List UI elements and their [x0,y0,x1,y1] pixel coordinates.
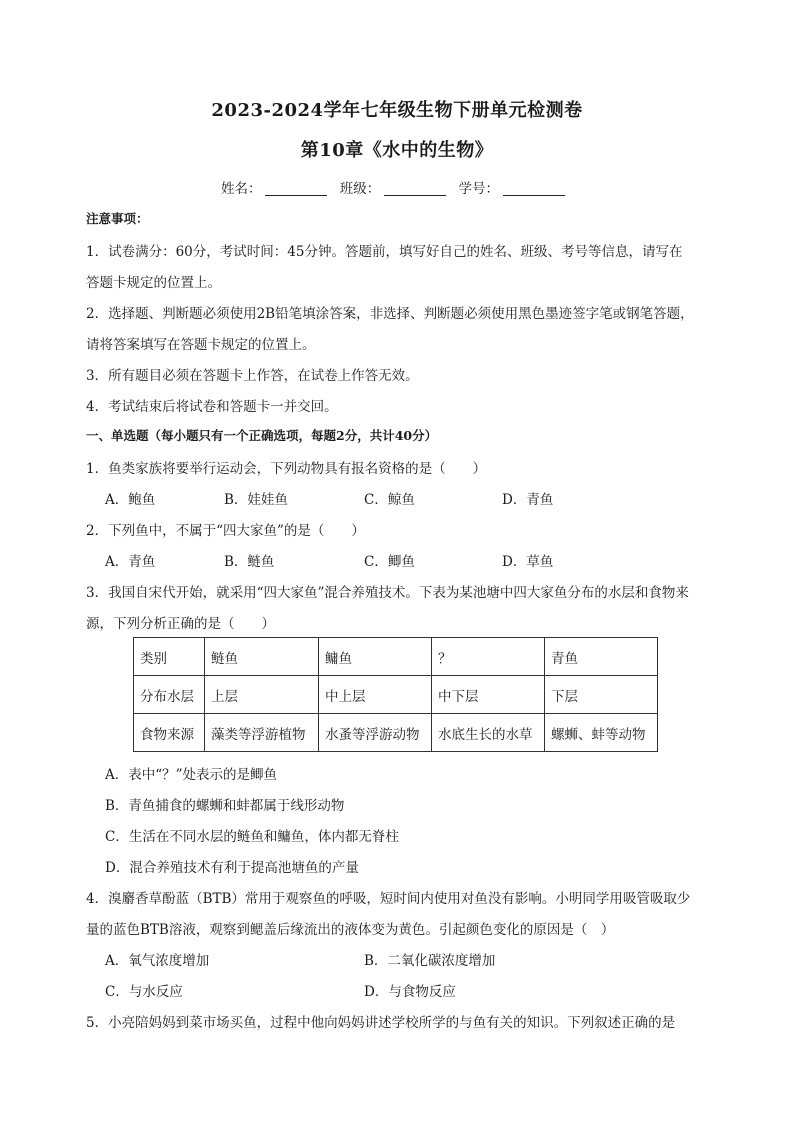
q2-stem: 2．下列鱼中，不属于“四大家鱼”的是（ ） [86,523,365,539]
q4-option-c[interactable]: C．与水反应 [105,984,183,1000]
q4-stem-line-2: 量的蓝色BTB溶液，观察到鳃盖后缘流出的液体变为黄色。引起颜色变化的原因是（ ） [86,922,615,938]
table-cell: 分布水层 [134,676,205,714]
q1-option-b[interactable]: B．娃娃鱼 [224,492,288,508]
table-cell: 水底生长的水草 [432,714,545,752]
note-2-line-1: 2．选择题、判断题必须使用2B铅笔填涂答案，非选择、判断题必须使用黑色墨迹签字笔或钢笔答题， [86,306,694,322]
name-label: 姓名： [220,181,262,197]
table-row [134,676,658,714]
q1-option-d[interactable]: D．青鱼 [502,492,554,508]
note-4: 4．考试结束后将试卷和答题卡一并交回。 [86,399,338,415]
q3-stem-line-2: 源，下列分析正确的是（ ） [86,616,275,632]
note-1-line-1: 1．试卷满分：60分，考试时间：45分钟。答题前，填写好自己的姓名、班级、考号等信息，请写在 [86,244,683,260]
fish-distribution-table [133,637,658,752]
table-cell: 螺蛳、蚌等动物 [545,714,658,752]
q2-option-a[interactable]: A．青鱼 [105,554,156,570]
q2-option-c[interactable]: C．鲫鱼 [364,554,415,570]
table-row [134,714,658,752]
table-cell: 鳙鱼 [319,638,432,676]
table-cell: ？ [432,638,545,676]
q3-option-b[interactable]: B．青鱼捕食的螺蛳和蚌都属于线形动物 [105,798,345,814]
q1-option-c[interactable]: C．鲸鱼 [364,492,415,508]
table-cell: 中下层 [432,676,545,714]
chapter-title: 第10章《水中的生物》 [300,140,494,161]
q3-stem-line-1: 3．我国自宋代开始，就采用“四大家鱼”混合养殖技术。下表为某池塘中四大家鱼分布的水层和食物来 [86,585,689,601]
notes-heading: 注意事项： [86,211,149,226]
name-blank[interactable] [265,181,327,196]
q2-option-b[interactable]: B．鲢鱼 [224,554,275,570]
student-info-row [0,177,794,197]
q3-option-a[interactable]: A．表中“？”处表示的是鲫鱼 [105,767,278,783]
note-1-line-2: 答题卡规定的位置上。 [86,275,221,291]
q4-stem-line-1: 4．溴麝香草酚蓝（BTB）常用于观察鱼的呼吸，短时间内使用对鱼没有影响。小明同学用吸管吸取少 [86,891,691,907]
exam-title: 2023-2024学年七年级生物下册单元检测卷 [211,100,583,121]
id-blank[interactable] [503,181,565,196]
note-3: 3．所有题目必须在答题卡上作答，在试卷上作答无效。 [86,368,419,384]
id-label: 学号： [458,181,500,197]
table-cell: 食物来源 [134,714,205,752]
table-cell: 水蚤等浮游动物 [319,714,432,752]
q3-option-d[interactable]: D．混合养殖技术有利于提高池塘鱼的产量 [105,860,359,876]
table-row [134,638,658,676]
table-cell: 上层 [205,676,319,714]
q1-stem: 1．鱼类家族将要举行运动会，下列动物具有报名资格的是（ ） [86,461,487,477]
table-cell: 下层 [545,676,658,714]
q4-option-b[interactable]: B．二氧化碳浓度增加 [364,953,496,969]
q5-stem: 5．小亮陪妈妈到菜市场买鱼，过程中他向妈妈讲述学校所学的与鱼有关的知识。下列叙述正确的是 [86,1015,676,1031]
q3-option-c[interactable]: C．生活在不同水层的鲢鱼和鳙鱼，体内都无脊柱 [105,829,399,845]
q4-option-d[interactable]: D．与食物反应 [364,984,456,1000]
table-cell: 中上层 [319,676,432,714]
q4-option-a[interactable]: A．氧气浓度增加 [105,953,210,969]
table-cell: 类别 [134,638,205,676]
section-1-heading: 一、单选题（每小题只有一个正确选项，每题2分，共计40分） [86,428,438,443]
table-cell: 鲢鱼 [205,638,319,676]
class-label: 班级： [339,181,381,197]
class-blank[interactable] [384,181,446,196]
q2-option-d[interactable]: D．草鱼 [502,554,554,570]
table-cell: 青鱼 [545,638,658,676]
q1-option-a[interactable]: A．鲍鱼 [105,492,156,508]
note-2-line-2: 请将答案填写在答题卡规定的位置上。 [86,337,316,353]
table-cell: 藻类等浮游植物 [205,714,319,752]
